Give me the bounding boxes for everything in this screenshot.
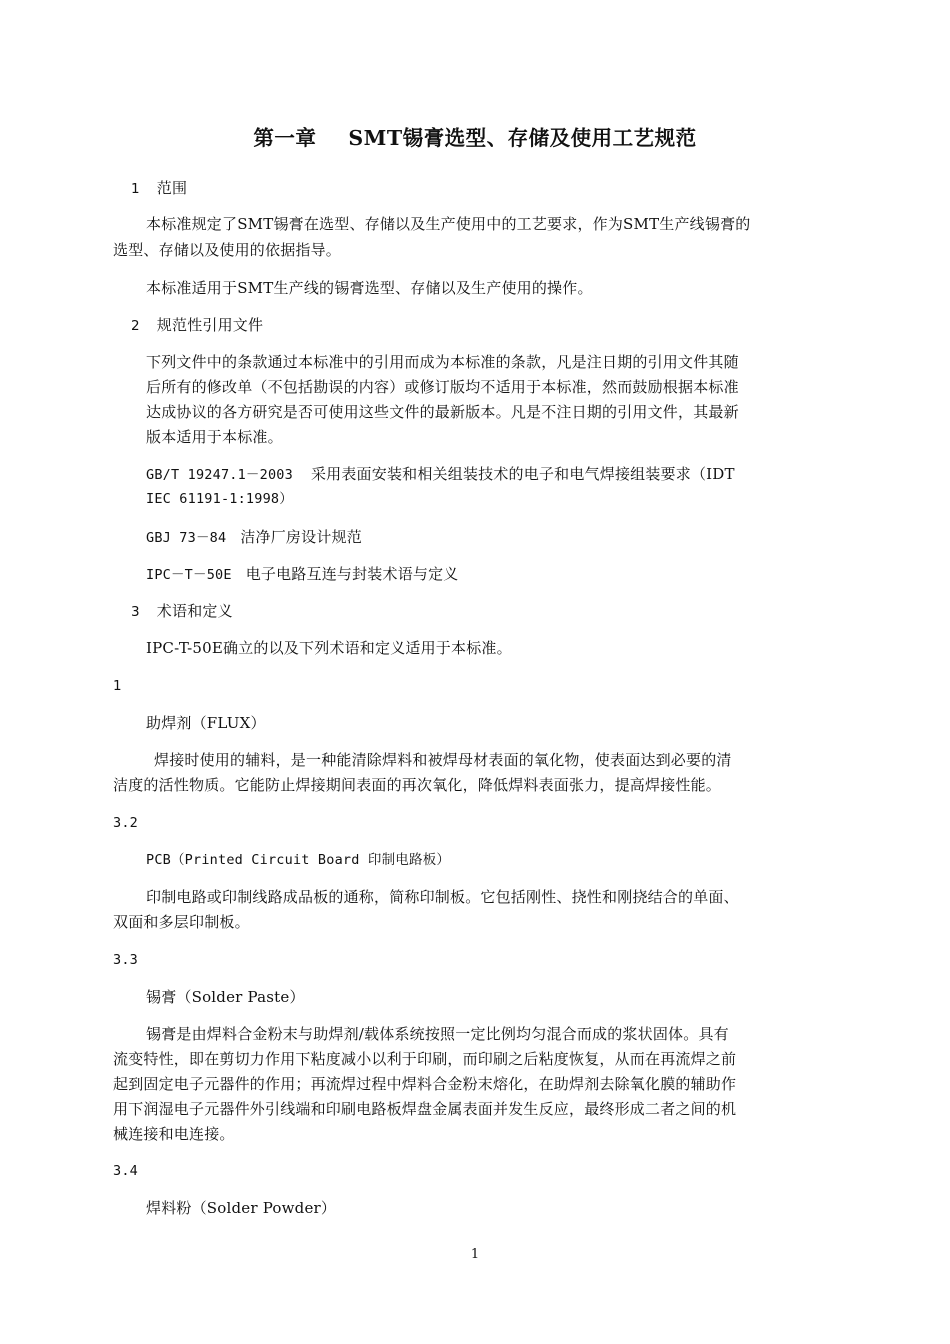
section-2-heading <box>131 315 263 336</box>
term-definition-line: 洁度的活性物质。它能防止焊接期间表面的再次氧化，降低焊料表面张力，提高焊接性能。 <box>113 776 722 794</box>
reference-gbt-19247 <box>146 464 735 485</box>
reference-ipc-t-50e <box>146 564 459 585</box>
term-name: 锡膏（Solder Paste） <box>146 988 305 1006</box>
paragraph-line: 后所有的修改单（不包括勘误的内容）或修订版均不适用于本标准，然而鼓励根据本标准 <box>146 378 739 396</box>
term-number: 3.4 <box>113 1163 138 1179</box>
section-title: 规范性引用文件 <box>156 316 264 334</box>
term-definition-line: 械连接和电连接。 <box>113 1125 235 1143</box>
term-definition-line: 锡膏是由焊料合金粉末与助焊剂/载体系统按照一定比例均匀混合而成的浆状固体。具有 <box>146 1025 729 1043</box>
section-3-heading <box>131 601 233 622</box>
paragraph-line: 选型、存储以及使用的依据指导。 <box>113 241 342 259</box>
paragraph-line: 达成协议的各方研究是否可使用这些文件的最新版本。凡是不注日期的引用文件，其最新 <box>146 403 739 421</box>
term-definition-line: 印制电路或印制线路成品板的通称，简称印制板。它包括刚性、挠性和刚挠结合的单面、 <box>146 888 739 906</box>
reference-code: GBJ 73－84 <box>146 530 227 546</box>
reference-gbj-73 <box>146 527 362 548</box>
term-name: 助焊剂（FLUX） <box>146 714 266 732</box>
term-definition-line: 起到固定电子元器件的作用；再流焊过程中焊料合金粉末熔化，在助焊剂去除氧化膜的辅助作 <box>113 1075 737 1093</box>
page-title <box>0 125 950 151</box>
section-title: 术语和定义 <box>156 602 233 620</box>
chapter-title: SMT锡膏选型、存储及使用工艺规范 <box>348 126 697 150</box>
reference-code: IPC－T－50E <box>146 567 232 583</box>
term-number: 1 <box>113 678 122 694</box>
reference-description: 洁净厂房设计规范 <box>240 528 362 546</box>
section-number: 1 <box>131 181 140 197</box>
term-name: PCB（Printed Circuit Board 印制电路板） <box>146 852 451 868</box>
paragraph-line: 本标准适用于SMT生产线的锡膏选型、存储以及生产使用的操作。 <box>146 279 593 297</box>
paragraph-line: 版本适用于本标准。 <box>146 428 283 446</box>
reference-description: 电子电路互连与封装术语与定义 <box>245 565 459 583</box>
section-number: 3 <box>131 604 140 620</box>
section-title: 范围 <box>156 179 188 197</box>
paragraph-line: IPC-T-50E确立的以及下列术语和定义适用于本标准。 <box>146 639 512 657</box>
paragraph-line: 下列文件中的条款通过本标准中的引用而成为本标准的条款，凡是注日期的引用文件其随 <box>146 353 739 371</box>
reference-continuation: IEC 61191-1:1998） <box>146 491 293 507</box>
section-1-heading <box>131 178 187 199</box>
page-number: 1 <box>470 1247 480 1262</box>
reference-description: 采用表面安装和相关组装技术的电子和电气焊接组装要求（IDT <box>310 465 735 483</box>
reference-code: GB/T 19247.1－2003 <box>146 467 293 483</box>
term-definition-line: 流变特性，即在剪切力作用下粘度减小以利于印刷，而印刷之后粘度恢复，从而在再流焊之前 <box>113 1050 737 1068</box>
section-number: 2 <box>131 318 140 334</box>
term-name: 焊料粉（Solder Powder） <box>146 1199 337 1217</box>
paragraph-line: 本标准规定了SMT锡膏在选型、存储以及生产使用中的工艺要求，作为SMT生产线锡膏的 <box>146 215 751 233</box>
term-definition-line: 双面和多层印制板。 <box>113 913 250 931</box>
term-number: 3.2 <box>113 815 138 831</box>
chapter-label: 第一章 <box>253 126 317 150</box>
term-number: 3.3 <box>113 952 138 968</box>
term-definition-line: 用下润湿电子元器件外引线端和印刷电路板焊盘金属表面并发生反应，最终形成二者之间的机 <box>113 1100 737 1118</box>
term-definition-line: 焊接时使用的辅料，是一种能清除焊料和被焊母材表面的氧化物，使表面达到必要的清 <box>154 751 732 769</box>
